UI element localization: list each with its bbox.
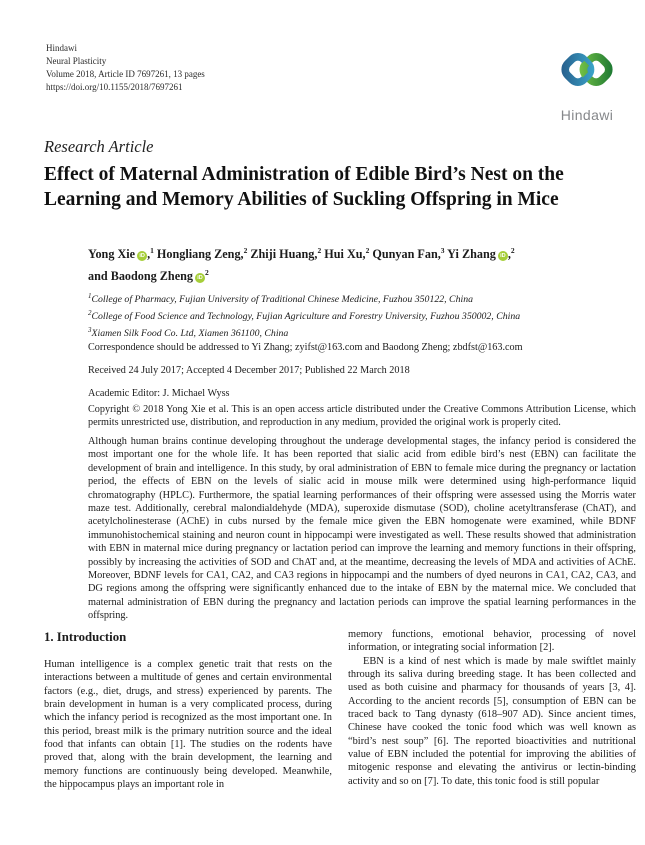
author-affiliation-superscript: 3	[440, 246, 445, 255]
section-heading-introduction: 1. Introduction	[44, 630, 127, 644]
academic-editor-line: Academic Editor: J. Michael Wyss	[88, 388, 230, 399]
author-affiliation-superscript: 2	[510, 246, 515, 255]
author-affiliation-superscript: 2	[205, 267, 209, 277]
orcid-icon[interactable]: iD	[498, 251, 508, 261]
author-affiliation-superscript: 2	[243, 246, 248, 255]
hindawi-logo-icon	[549, 42, 625, 100]
intro-paragraph-right-continuation: memory functions, emotional behavior, processing of novel information, or integrating social information [2].	[348, 629, 636, 654]
affiliation-line: $^3$Xiamen Silk Food Co. Ltd, Xiamen 361100, China	[88, 325, 289, 339]
author-affiliation-superscript: 1	[150, 246, 154, 255]
author: Hongliang Zeng,$^2$	[156, 246, 248, 261]
author: Yong Xie iD ,$^1$	[88, 246, 154, 261]
author: Yi Zhang iD ,$^2$	[447, 246, 515, 261]
copyright-line: Copyright © 2018 Yong Xie et al. This is an open access article distributed under the Creative Commons Attribution License, which permits unrestricted use, distribution, and reproduction in any medium, provided the original work is properly cited.	[88, 404, 636, 429]
journal-header	[46, 42, 205, 94]
affiliation-superscript: 2	[88, 308, 92, 317]
affiliation-superscript: 3	[88, 325, 92, 334]
affiliation-line: $^2$College of Food Science and Technology, Fujian Agriculture and Forestry University, Fuzhou 350002, China	[88, 308, 521, 322]
author-list	[88, 242, 618, 285]
body-columns	[44, 628, 636, 818]
affiliation-superscript: 1	[88, 292, 92, 300]
right-column	[348, 628, 636, 818]
intro-paragraph-ebn: EBN is a kind of nest which is made by male swiftlet mainly through its saliva during breeding stage. It has been collected and used as both cuisine and pharmacy for thousands of years [3, 4]. According to the ancient records [5], consumption of EBN can be traced back to Tang dynasty (618–907 AD). Since ancient times, Chinese have cooked the tonic food which was well known as “bird’s nest soup” [6]. The reported bioactivities and nutritional value of EBN included the potential for improving the abilities of mitogenic response and elevating the antivirus or lectin-binding activity and so on [7]. To date, this tonic food is still popular	[348, 655, 636, 787]
article-type-label: Research Article	[44, 137, 154, 156]
author-affiliation-superscript: 2	[365, 246, 370, 255]
article-title: Effect of Maternal Administration of Edible Bird’s Nest on the Learning and Memory Abilities of Suckling Offspring in Mice	[44, 164, 564, 210]
author: Qunyan Fan,$^3$	[372, 246, 445, 261]
publisher-name: Hindawi	[46, 43, 77, 53]
publisher-logo	[543, 42, 631, 123]
author: and Baodong Zheng $iD^2$	[88, 267, 209, 283]
volume-line: Volume 2018, Article ID 7697261, 13 pages	[46, 69, 205, 79]
correspondence-line: Correspondence should be addressed to Yi Zhang; zyifst@163.com and Baodong Zheng; zbdfst@163.com	[88, 342, 523, 353]
affiliation-list	[88, 290, 628, 341]
abstract-paragraph: Although human brains continue developing throughout the underage developmental stages, the infancy period is considered the most important one for the whole life. It has been reported that sialic acid from edible bird’s nest (EBN) can facilitate the development of brain and intelligence. In this study, by oral administration of EBN to female mice during the pregnancy or lactation period, the effects of EBN on the levels of sialic acid in mouse milk were determined using high-performance liquid chromatography (HPLC). Furthermore, the spatial learning performances of their offspring were assessed using the Morris water maze test. Additionally, cerebral malondialdehyde (MDA), superoxide dismutase (SOD), choline acetyltransferase (ChAT), and acetylcholinesterase (AChE) in cubs nursed by the female mice given the EBN homogenate were examined, while BDNF immunohistochemical staining and neuron count in hippocampi were investigated as well. These results showed that administration with EBN in maternal mice during pregnancy or lactation period can improve the learning and memory functions in their offspring, possibly by increasing the activities of SOD and ChAT and, at the meantime, decreasing the levels of MDA and activities of AChE. Moreover, BDNF levels for CA1, CA2, and CA3 regions in hippocampi and the numbers of dyed neurons in CA1, CA2, CA3, and DG regions among the offspring were significantly enhanced due to the intake of EBN by the maternal mice. We concluded that maternal administration of EBN during the pregnancy and lactation periods can improve the spatial learning performances in the offspring.	[88, 436, 636, 622]
dates-line: Received 24 July 2017; Accepted 4 December 2017; Published 22 March 2018	[88, 365, 410, 376]
journal-name: Neural Plasticity	[46, 56, 107, 66]
affiliation-line: $^1$College of Pharmacy, Fujian University of Traditional Chinese Medicine, Fuzhou 350122, China	[88, 292, 473, 305]
left-column	[44, 628, 332, 818]
hindawi-logo-wordmark: Hindawi	[560, 107, 614, 123]
orcid-icon[interactable]: iD	[195, 273, 205, 283]
orcid-icon[interactable]: iD	[137, 251, 147, 261]
author-affiliation-superscript: 2	[317, 246, 322, 255]
author: Hui Xu,$^2$	[324, 246, 370, 261]
intro-paragraph-left: Human intelligence is a complex genetic trait that rests on the interactions between a multitude of genes and certain environmental factors (e.g., diet, drugs, and stress) experienced by parents. The brain development in human is a very complicated process, during which the infancy period is recognized as the most important one. In this period, breast milk is the primary nutrition source and the ideal food that infants can obtain [1]. The studies on the rodents have proved that, along with the brain development, the learning and memory functions are continuously being developed. Meanwhile, the hippocampus plays an important role in	[44, 659, 332, 791]
author: Zhiji Huang,$^2$	[250, 246, 322, 261]
doi-link[interactable]: https://doi.org/10.1155/2018/7697261	[46, 82, 183, 92]
